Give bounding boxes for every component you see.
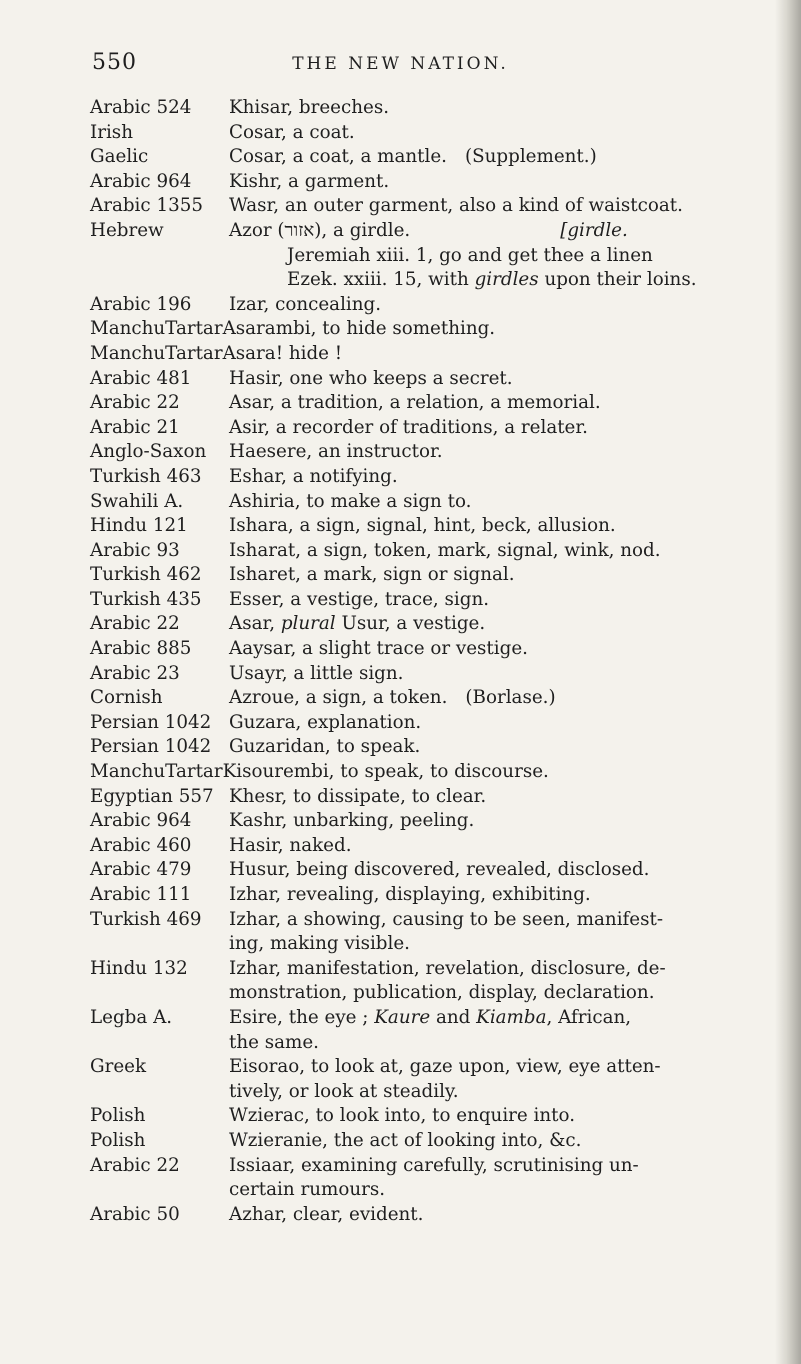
list-item bbox=[90, 440, 770, 465]
language-label: Irish bbox=[90, 121, 133, 143]
language-label: Turkish 462 bbox=[90, 564, 202, 586]
list-item bbox=[90, 957, 770, 982]
list-item bbox=[90, 465, 770, 490]
language-label: Turkish 435 bbox=[90, 588, 202, 610]
list-item bbox=[90, 711, 770, 736]
language-label: Arabic 21 bbox=[90, 416, 180, 438]
list-item bbox=[90, 367, 770, 392]
definition: Izhar, manifestation, revelation, disclosure, de- bbox=[229, 957, 666, 979]
definition: Khesr, to dissipate, to clear. bbox=[229, 785, 487, 807]
definition: Aaysar, a slight trace or vestige. bbox=[229, 638, 528, 660]
definition: Ashiria, to make a sign to. bbox=[229, 490, 472, 512]
list-item bbox=[90, 686, 770, 711]
language-label: Arabic 964 bbox=[90, 170, 192, 192]
source-note: (Borlase.) bbox=[465, 687, 556, 709]
list-item bbox=[90, 145, 770, 170]
definition: Kashr, unbarking, peeling. bbox=[229, 810, 475, 832]
definition: Asir, a recorder of traditions, a relater. bbox=[229, 416, 588, 438]
list-item bbox=[90, 563, 770, 588]
language-label: Hindu 121 bbox=[90, 515, 188, 537]
language-label: Arabic 479 bbox=[90, 859, 192, 881]
definition: Guzara, explanation. bbox=[229, 711, 422, 733]
definition: Asar, a tradition, a relation, a memorial. bbox=[229, 392, 601, 414]
language-label: Persian 1042 bbox=[90, 736, 212, 758]
list-item: ManchuTartarAsarambi, to hide something. bbox=[90, 318, 496, 340]
list-item bbox=[90, 293, 770, 318]
list-item bbox=[90, 539, 770, 564]
language-label: Greek bbox=[90, 1056, 147, 1078]
list-item bbox=[90, 883, 770, 908]
list-item bbox=[90, 391, 770, 416]
language-label: Arabic 885 bbox=[90, 638, 192, 660]
list-item bbox=[90, 735, 770, 760]
language-label: Polish bbox=[90, 1105, 146, 1127]
language-label: Arabic 196 bbox=[90, 293, 192, 315]
language-label: Anglo-Saxon bbox=[90, 441, 207, 463]
language-label: Arabic 22 bbox=[90, 392, 180, 414]
list-item bbox=[90, 1055, 770, 1080]
definition: Issiaar, examining carefully, scrutinising un- bbox=[229, 1154, 639, 1176]
language-label: Arabic 50 bbox=[90, 1203, 180, 1225]
definition: Izhar, revealing, displaying, exhibiting. bbox=[229, 884, 591, 905]
definition: Guzaridan, to speak. bbox=[229, 736, 421, 758]
language-label: Arabic 460 bbox=[90, 834, 192, 856]
definition: Wzieranie, the act of looking into, &c. bbox=[229, 1129, 582, 1151]
definition: Izhar, a showing, causing to be seen, manifest- bbox=[229, 908, 664, 930]
language-label: Arabic 22 bbox=[90, 613, 180, 635]
language-label: Swahili A. bbox=[90, 490, 184, 512]
list-item bbox=[90, 908, 770, 933]
language-label: Hebrew bbox=[90, 219, 164, 241]
language-label: Hindu 132 bbox=[90, 957, 188, 979]
list-item bbox=[90, 170, 770, 195]
definition: Isharet, a mark, sign or signal. bbox=[229, 564, 515, 586]
definition: Azroue, a sign, a token. (Borlase.) bbox=[229, 686, 770, 711]
definition: Esser, a vestige, trace, sign. bbox=[229, 588, 490, 610]
definition-continued: Jeremiah xiii. 1, go and get thee a linen bbox=[287, 244, 653, 266]
definition: Esire, the eye ; Kaure and Kiamba, African, bbox=[229, 1006, 632, 1028]
list-item bbox=[90, 834, 770, 859]
source-note: (Supplement.) bbox=[465, 146, 597, 168]
list-item bbox=[90, 121, 770, 146]
language-label: Persian 1042 bbox=[90, 711, 212, 733]
definition-continued: the same. bbox=[229, 1031, 319, 1053]
definition: Hasir, naked. bbox=[229, 834, 352, 856]
list-item bbox=[90, 1129, 770, 1154]
list-item bbox=[90, 1104, 770, 1129]
list-item bbox=[90, 785, 770, 810]
list-item bbox=[90, 809, 770, 834]
language-label: Turkish 469 bbox=[90, 908, 202, 930]
definition: Khisar, breeches. bbox=[229, 97, 390, 118]
definition: Kishr, a garment. bbox=[229, 170, 390, 192]
list-item bbox=[90, 416, 770, 441]
list-item bbox=[90, 194, 770, 219]
definition-continued: certain rumours. bbox=[229, 1179, 386, 1201]
definition: Azhar, clear, evident. bbox=[229, 1203, 424, 1225]
definition: Husur, being discovered, revealed, disclosed. bbox=[229, 859, 650, 881]
page-number: 550 bbox=[92, 50, 137, 75]
catchword: [girdle. bbox=[560, 219, 628, 241]
definition: Wzierac, to look into, to enquire into. bbox=[229, 1105, 576, 1127]
language-label: Cornish bbox=[90, 687, 163, 709]
list-item bbox=[90, 1203, 770, 1228]
language-label: Legba A. bbox=[90, 1006, 173, 1028]
definition: Eshar, a notifying. bbox=[229, 465, 398, 487]
definition: Usayr, a little sign. bbox=[229, 662, 404, 684]
running-head: THE NEW NATION. bbox=[292, 54, 509, 74]
list-item bbox=[90, 490, 770, 515]
definition: Cosar, a coat, a mantle. (Supplement.) bbox=[229, 145, 770, 170]
list-item bbox=[90, 612, 770, 637]
list-item bbox=[90, 96, 770, 121]
list-item bbox=[90, 219, 770, 244]
language-label: Arabic 524 bbox=[90, 97, 192, 118]
list-item bbox=[90, 1006, 770, 1031]
definition: Eisorao, to look at, gaze upon, view, eye atten- bbox=[229, 1056, 661, 1078]
language-label: Turkish 463 bbox=[90, 465, 202, 487]
list-item bbox=[90, 637, 770, 662]
language-label: Polish bbox=[90, 1129, 146, 1151]
language-label: Arabic 23 bbox=[90, 662, 180, 684]
list-item bbox=[90, 662, 770, 687]
definition: Izar, concealing. bbox=[229, 293, 382, 315]
word-list bbox=[90, 96, 770, 1227]
language-label: Gaelic bbox=[90, 146, 149, 168]
definition: Wasr, an outer garment, also a kind of waistcoat. bbox=[229, 195, 683, 217]
language-label: Arabic 93 bbox=[90, 539, 180, 561]
language-label: Arabic 22 bbox=[90, 1154, 180, 1176]
list-item bbox=[90, 514, 770, 539]
definition-continued: Ezek. xxiii. 15, with girdles upon their loins. bbox=[287, 269, 697, 291]
list-item: ManchuTartarAsara! hide ! bbox=[90, 342, 343, 364]
definition-continued: ing, making visible. bbox=[229, 933, 410, 955]
language-label: Arabic 481 bbox=[90, 367, 192, 389]
page-edge-shadow bbox=[775, 0, 801, 1364]
definition: Cosar, a coat. bbox=[229, 121, 355, 143]
definition: Isharat, a sign, token, mark, signal, wink, nod. bbox=[229, 539, 661, 561]
list-item bbox=[90, 588, 770, 613]
definition: Hasir, one who keeps a secret. bbox=[229, 367, 513, 389]
language-label: Arabic 964 bbox=[90, 810, 192, 832]
definition-continued: monstration, publication, display, declaration. bbox=[229, 982, 655, 1004]
definition: Azor (אזור), a girdle. [girdle. bbox=[229, 219, 770, 244]
language-label: Arabic 1355 bbox=[90, 195, 203, 217]
definition: Haesere, an instructor. bbox=[229, 441, 443, 463]
definition-continued: tively, or look at steadily. bbox=[229, 1080, 459, 1102]
list-item: ManchuTartarKisourembi, to speak, to discourse. bbox=[90, 761, 549, 783]
list-item bbox=[90, 1154, 770, 1179]
page-header bbox=[0, 50, 801, 80]
language-label: Egyptian 557 bbox=[90, 785, 214, 807]
list-item bbox=[90, 858, 770, 883]
definition: Ishara, a sign, signal, hint, beck, allusion. bbox=[229, 515, 616, 537]
definition: Asar, plural Usur, a vestige. bbox=[229, 613, 486, 635]
language-label: Arabic 111 bbox=[90, 884, 192, 905]
